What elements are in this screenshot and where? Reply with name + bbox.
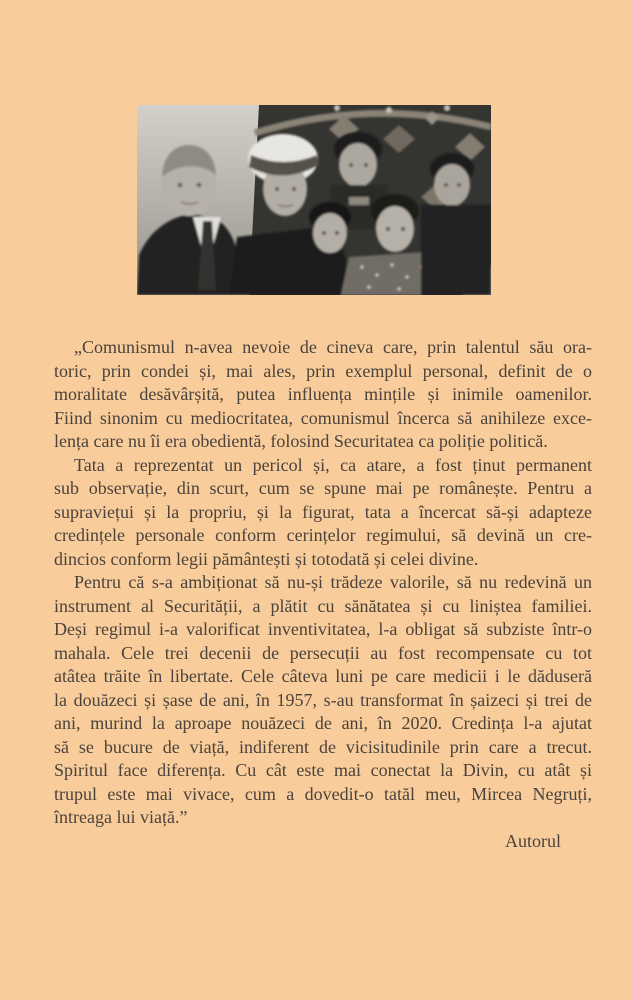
family-photo-image [137,105,491,295]
family-photo [137,105,491,295]
quote-text-block [54,336,592,853]
quote-paragraph [54,336,592,454]
quote-paragraph [54,454,592,572]
quote-line: la douăzeci și șase de ani, în 1957, s-au transformat în șaizeci și trei de [54,689,592,710]
quote-line: „Comunismul n-avea nevoie de cineva care, prin talentul său ora- [74,337,592,357]
quote-line: Pentru că s-a ambiționat să nu-și trădeze valorile, să nu redevină un [74,572,592,592]
quote-line: mahala. Cele trei decenii de persecuții au fost recompensate cu tot [54,642,592,663]
quote-line: întreaga lui viață.” [54,807,188,827]
quote-line: instrument al Securității, a plătit cu sănătatea și cu liniștea familiei. [54,595,592,616]
quote-paragraphs [54,336,592,830]
author-signature: Autorul [505,830,561,851]
quote-line: Fiind sinonim cu mediocritatea, comunismul încerca să anihileze exce- [54,407,592,428]
quote-line: Deși regimul i-a valorificat inventivitatea, l-a obligat să subziste într-o [54,619,592,639]
quote-line: lența care nu îi era obedientă, folosind Securitatea ca poliție politică. [54,431,548,451]
quote-paragraph [54,571,592,830]
quote-line: Tata a reprezentat un pericol și, ca atare, a fost ținut permanent [74,454,592,475]
quote-line: să se bucure de viață, indiferent de vicisitudinile prin care a trecut. [54,736,592,757]
quote-line: credințele personale conform cerințelor regimului, să devină un cre- [54,525,592,545]
quote-line: atâtea trăite în libertate. Cele câteva luni pe care medicii i le dăduseră [54,666,592,686]
quote-line: supraviețui și la propriu, și la figurat, tata a încercat să-și adapteze [54,501,592,522]
quote-line: Spiritul face diferența. Cu cât este mai conectat la Divin, cu atât și [54,760,592,780]
quote-line: ani, murind la aproape nouăzeci de ani, în 2020. Credința l-a ajutat [54,713,592,733]
quote-line: trupul este mai vivace, cum a dovedit-o tatăl meu, Mircea Negruți, [54,783,592,804]
quote-line: dincios conform legii pământești și totodată și celei divine. [54,548,479,569]
quote-line: moralitate desăvârșită, putea influența mințile și inimile oamenilor. [54,384,592,404]
quote-line: toric, prin condei și, mai ales, prin exemplul personal, definit de o [54,360,592,381]
quote-line: sub observație, din scurt, cum se spune mai pe românește. Pentru a [54,478,592,498]
